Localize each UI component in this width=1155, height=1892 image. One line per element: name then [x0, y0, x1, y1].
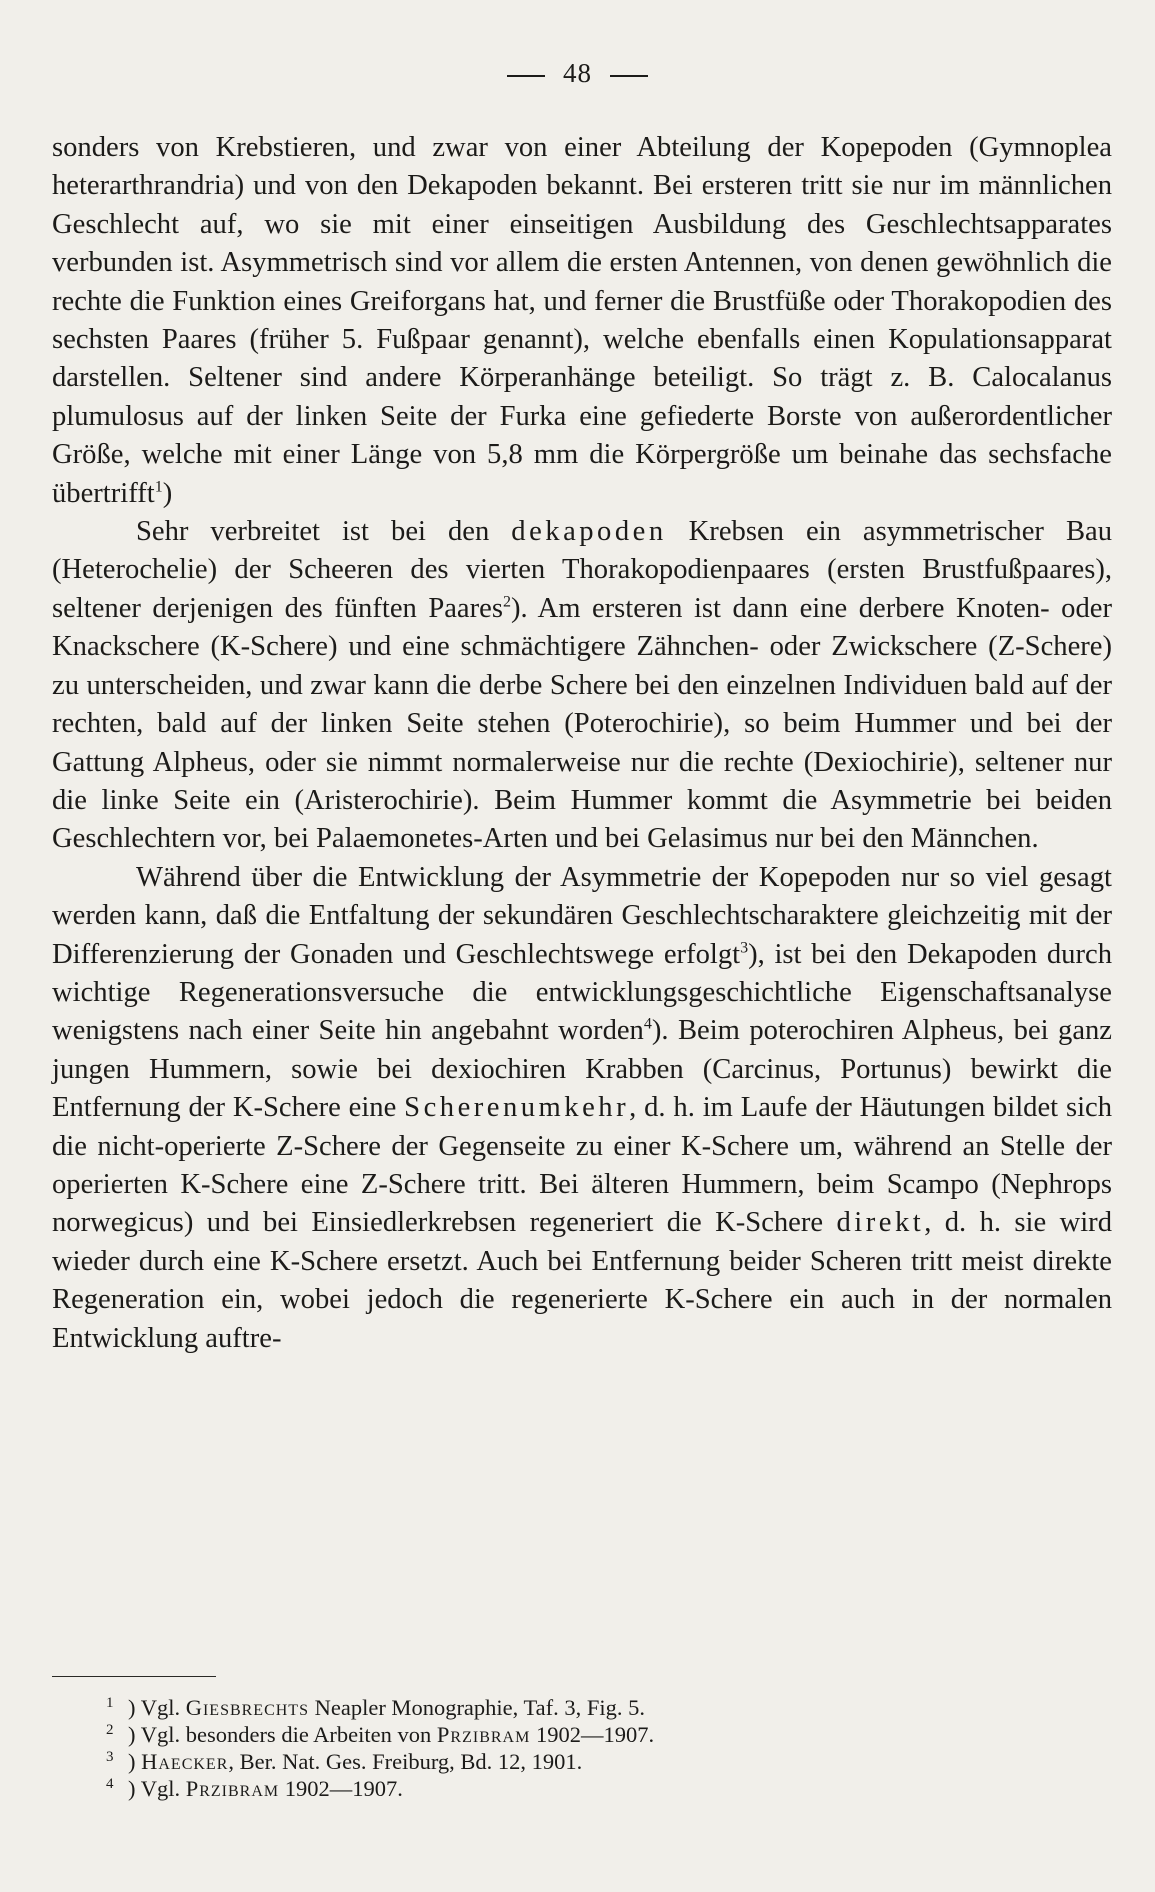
footnote-number: 1: [106, 1695, 114, 1711]
text-run: Sehr verbreitet ist bei den: [136, 516, 512, 548]
body-text: [52, 129, 1112, 1358]
page-header: [0, 58, 1155, 89]
text-run: 1902—1907.: [530, 1722, 655, 1747]
text-run: 1902—1907.: [279, 1776, 403, 1801]
footnote: [106, 1748, 1088, 1775]
text-run: sonders von Krebstieren, und zwar von einer Abteilung der Kopepoden (Gymnoplea heterarthrandria) und von den Dekapoden bekannt. Bei ersteren tritt sie nur im männlichen Geschlecht auf, wo sie mit einer einseitigen Ausbildung des Geschlechtsapparates verbunden ist. Asymmetrisch sind vor allem die ersten Antennen, von denen gewöhnlich die rechte die Funktion eines Greiforgans hat, und ferner die Brustfüße oder Thorakopodien des sechsten Paares (früher 5. Fußpaar genannt), welche ebenfalls einen Kopulationsapparat darstellen. Seltener sind andere Körperanhänge beteiligt. So trägt z. B. Calocalanus plumulosus auf der linken Seite der Furka eine gefiederte Borste von außerordentlicher Größe, welche mit einer Länge von 5,8 mm die Körpergröße um beinahe das sechsfache übertrifft: [52, 132, 1112, 509]
text-run: ) Vgl.: [128, 1776, 186, 1801]
page-number: 48: [563, 58, 592, 88]
text-run: ). Am ersteren ist dann eine derbere Knoten- oder Knackschere (K-Schere) und eine schmächtigere Zähnchen- oder Zwickschere (Z-Schere) zu unterscheiden, und zwar kann die derbe Schere bei den einzelnen Individuen bald auf der rechten, bald auf der linken Seite stehen (Poterochirie), so beim Hummer und bei der Gattung Alpheus, oder sie nimmt normalerweise nur die rechte (Dexiochirie), seltener nur die linke Seite ein (Aristerochirie). Beim Hummer kommt die Asymmetrie bei beiden Geschlechtern vor, bei Palaemonetes-Arten und bei Gelasimus nur bei den Männchen.: [52, 592, 1112, 855]
author-name: Giesbrechts: [185, 1695, 309, 1720]
text-run: Während über die Entwicklung der Asymmetrie der Kopepoden nur so viel gesagt werden kann, daß die Entfaltung der sekundären Geschlechtscharaktere gleichzeitig mit der Differenzierung der Gonaden und Geschlechtswege erfolgt: [52, 861, 1112, 970]
text-run: Krebsen ein asymmetrischer Bau (Heterochelie) der Scheeren des vierten Thorakopodienpaares (ersten Brustfußpaares), seltener derjenigen des fünften Paares: [52, 516, 1113, 624]
spaced-emphasis: direkt: [836, 1207, 925, 1239]
footnote-number: 3: [106, 1749, 114, 1765]
text-run: ): [162, 477, 173, 509]
text-run: , Ber. Nat. Ges. Freiburg, Bd. 12, 1901.: [228, 1749, 583, 1774]
paragraph: [52, 513, 1112, 859]
spaced-emphasis: Scherenumkehr: [404, 1092, 630, 1124]
footnote-number: 2: [106, 1722, 114, 1738]
paragraph: [52, 859, 1112, 1358]
footnote: [106, 1694, 1088, 1721]
footnote: [106, 1775, 1088, 1802]
footnote: [106, 1721, 1088, 1748]
footnote-marker: 1: [154, 478, 163, 496]
footnotes: [106, 1694, 1088, 1802]
text-run: , d. h. sie wird wieder durch eine K-Schere ersetzt. Auch bei Entfernung beider Scheren tritt meist direkte Regeneration ein, wobei jedoch die regenerierte K-Schere ein auch in der normalen Entwicklung auftre-: [52, 1207, 1113, 1354]
paragraph: [52, 129, 1112, 513]
footnote-rule: [52, 1676, 216, 1677]
footnote-marker: 3: [740, 939, 749, 956]
text-run: Neapler Monographie, Taf. 3, Fig. 5.: [308, 1695, 646, 1720]
text-run: ) Vgl. besonders die Arbeiten von: [128, 1722, 437, 1747]
author-name: Przibram: [185, 1776, 280, 1801]
text-run: ). Beim poterochiren Alpheus, bei ganz jungen Hummern, sowie bei dexiochiren Krabben (Carcinus, Portunus) bewirkt die Entfernung der K-Schere eine: [52, 1015, 1112, 1124]
text-run: ): [128, 1749, 142, 1774]
author-name: Haecker: [141, 1749, 229, 1774]
author-name: Przibram: [436, 1722, 531, 1747]
spaced-emphasis: dekapoden: [511, 516, 667, 548]
em-dash-right: [610, 75, 648, 77]
text-run: ), ist bei den Dekapoden durch wichtige Regenerationsversuche die entwicklungsgeschichtliche Eigenschaftsanalyse wenigstens nach einer Seite hin angebahnt worden: [52, 938, 1112, 1047]
text-run: ) Vgl.: [128, 1695, 186, 1720]
footnote-marker: 2: [502, 593, 511, 611]
footnote-marker: 4: [643, 1015, 652, 1033]
footnote-number: 4: [106, 1776, 114, 1792]
em-dash-left: [507, 75, 545, 77]
text-run: , d. h. im Laufe der Häutungen bildet sich die nicht-operierte Z-Schere der Gegenseite zu einer K-Schere um, während an Stelle der operierten K-Schere eine Z-Schere tritt. Bei älteren Hummern, beim Scampo (Nephrops norwegicus) und bei Einsiedlerkrebsen regeneriert die K-Schere: [52, 1092, 1113, 1239]
